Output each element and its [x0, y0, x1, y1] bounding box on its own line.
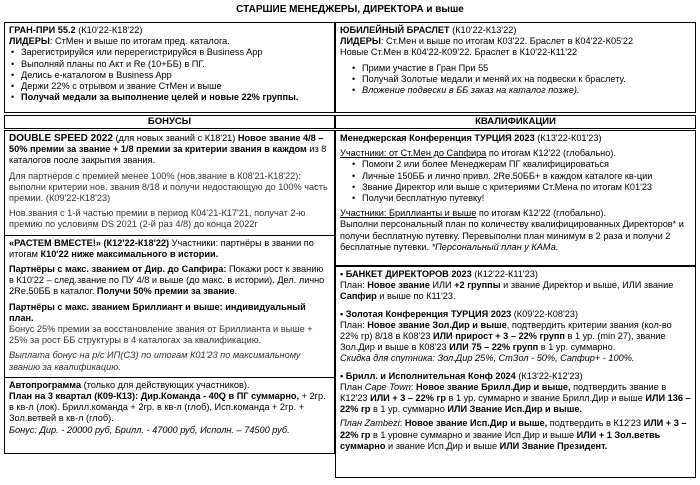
list-item: • Звание Директор или выше с критериями Ст.Мена по итогам К01'23 [340, 182, 691, 193]
leaders-text: : СтМен и выше по итогам пред. каталога. [49, 36, 230, 47]
double-speed-note: (для новых званий с К18'21) [112, 133, 238, 143]
text2-italic: *Персональный план у КАМа. [431, 241, 559, 252]
brill-conf-plan1 [340, 382, 691, 416]
manager-conf-box [335, 130, 696, 266]
autoprogram-heading [9, 380, 330, 391]
banquet-title: БАНКЕТ ДИРЕКТОРОВ 2023 [345, 269, 472, 279]
double-speed-title: DOUBLE SPEED 2022 [9, 133, 113, 144]
grand-prix-heading [9, 25, 330, 36]
brill-bold6: ИЛИ + 3 – 22% гр [340, 418, 687, 440]
grow-together-p3-text: Бонус 25% премии за восстановление звания от Бриллианта и выше + 25% за рост ББ структуры в 4 каталогах за квалификацию. [9, 324, 313, 346]
autoprogram-plan [9, 391, 330, 425]
grow-together-text: Участники: партнёры в звании по итогам [9, 237, 314, 259]
list-item: • Выполняй планы по Акт и Re (10+ББ) в ПГ. [9, 59, 330, 70]
manager-conf-text2 [340, 219, 691, 253]
banquet-bold2: +2 группы [454, 280, 501, 291]
bracelet-list [340, 63, 691, 97]
grand-prix-list [9, 47, 330, 103]
brill-pre2-end: : [399, 418, 405, 429]
double-speed-text: из 8 каталогов после закрытия звания. [9, 144, 327, 166]
bullet-icon: • [340, 370, 346, 381]
gold-conf-title: Золотая Конференция ТУРЦИЯ 2023 [345, 308, 512, 319]
banquet-t2: и звание Директор и выше, ИЛИ звание [500, 280, 674, 291]
autoprogram-bold: План на 3 квартал (К09-К13): Дир.Команда - 40Q в ПГ суммарно, [9, 391, 300, 402]
grow-together-title: «РАСТЕМ ВМЕСТЕ!» [9, 237, 101, 248]
brill-conf-period: (К13'22-К12'23) [515, 370, 583, 381]
grand-prix-title: ГРАН-ПРИ 55.2 [9, 25, 76, 35]
banquet-bold3: Сапфир [340, 291, 377, 302]
bonus-header: БОНУСЫ [4, 115, 335, 129]
gold-pre: План: [340, 319, 368, 330]
brill-conf-plan2 [340, 418, 691, 452]
list-item: • Держи 22% с отрывом и звание СтМен и выше [9, 81, 330, 92]
autoprogram-note: (только для действующих участников). [81, 379, 250, 390]
leaders-label: ЛИДЕРЫ [9, 36, 50, 47]
grow-together-p4 [9, 350, 330, 372]
autoprogram-bonus [9, 425, 330, 436]
brill-t1: подтвердить звание в К12'23 [340, 381, 667, 404]
brill-t7: и звание Исп.Дир и выше [385, 440, 500, 451]
list-item: • Получи бесплатную путевку! [340, 193, 691, 204]
brill-t2: в 1 ур. суммарно и звание Брилл.Дир и выше [445, 393, 646, 404]
brill-pre2-italic: План Zambezi [340, 418, 400, 429]
gold-t2: в 1 ур. (min 27), звание Зол.Дир и выше в К08'23 [340, 331, 666, 353]
double-speed-intro [9, 133, 330, 167]
bracelet-title: ЮБИЛЕЙНЫЙ БРАСЛЕТ [340, 25, 450, 35]
list-item: • Прими участие в Гран При 55 [340, 63, 691, 74]
brill-conf-title: Брилл. и Исполнительная Конф 2024 [345, 370, 516, 381]
grand-prix-leaders [9, 36, 330, 47]
gold-conf-heading [340, 309, 691, 320]
qualifications-header: КВАЛИФИКАЦИИ [335, 115, 696, 129]
gold-conf-discount [340, 353, 691, 364]
banquet-pre: План: [340, 280, 368, 291]
list-item: • Личные 150ББ и лично привл. 2Re.50ББ+ в каждом каталоге кв-ции [340, 171, 691, 182]
bracelet-box [335, 22, 696, 113]
gold-conf-period: (К09'22-К08'23) [511, 308, 579, 319]
list-item: • Получай Золотые медали и меняй их на подвески к браслету. [340, 74, 691, 85]
brill-bold5: Новое звание Исп.Дир и выше, [404, 418, 548, 429]
brill-bold7: ИЛИ + 1 Зол.ветвь суммарно [340, 429, 661, 451]
list-item: • Делись е-каталогом в Business App [9, 70, 330, 81]
grand-prix-period: (К10'22-К18'22) [75, 25, 143, 35]
manager-conf-heading [340, 133, 691, 144]
manager-conf-participants2 [340, 208, 691, 219]
bullet-icon: • [340, 269, 346, 279]
manager-conf-participants1 [340, 148, 691, 159]
gold-bold3: ИЛИ 75 – 22% групп [449, 342, 539, 353]
autoprogram-title: Автопрограмма [9, 379, 82, 390]
bullet-icon: • [340, 308, 346, 319]
double-speed-bold: Новое звание 4/8 – 50% премии за звание + 1/8 премии за критерии звания в каждом [9, 133, 324, 155]
brill-t5: подтвердить в К12'23 [547, 418, 644, 429]
participants1-label: Участники: от Ст.Мен до Сапфира [340, 148, 487, 159]
double-speed-para2: Для партнёров с премией менее 100% (нов.звание в К08'21-К18'22): выполни критерии нов. звания 8/18 и получи недостающую до 100% часть премии. (К09'22-К18'23) [9, 170, 328, 204]
p4-italic: Выплата бонус на р/с ИП(СЗ) по итогам К01'23 по максимальному званию за квалификацию. [9, 350, 301, 372]
brill-bold4: ИЛИ Звание Исп.Дир и выше. [447, 404, 583, 415]
text2: Выполни персональный план по количеству квалифицированных Директоров* и получи бесплатную путевку. Перевыполни план минимум в 2 раза и получи 2 бесплатные путевки. [340, 219, 684, 252]
banquet-heading [340, 269, 691, 280]
brill-t6: в 1 уровне суммарно и звание Исп.Дир и выше [370, 429, 577, 440]
list-item-italic: Вложение подвески в ББ заказ на каталог позже). [362, 85, 580, 96]
autoprogram-text: + 2гр. в кв-л (лок). Брилл.команда + 2гр. в кв-л (глоб), Исп.команда + 2гр. + Зол.ветвей в кв-л (глоб). [9, 391, 326, 424]
participants2-tail: по итогам К12'22 (глобально). [476, 208, 606, 219]
bracelet-heading [340, 25, 691, 36]
list-item [9, 92, 330, 103]
brill-conf-heading [340, 371, 691, 382]
brill-pre1: План [340, 381, 365, 392]
page-title: СТАРШИЕ МЕНЕДЖЕРЫ, ДИРЕКТОРА и выше [236, 4, 464, 15]
gold-t1: , подтвердить критерии звания (кол-во 22% гр) 8/18 в К08'23 [340, 319, 672, 342]
bracelet-period: (К10'22-К13'22) [449, 25, 517, 35]
list-item: • Зарегистрируйся или перерегистрируйся в Business App [9, 47, 330, 58]
manager-conf-list [340, 159, 691, 204]
leaders-label: ЛИДЕРЫ [340, 36, 381, 47]
grand-prix-box [4, 22, 335, 113]
grow-together-period: (К12'22-К18'22) [100, 237, 170, 248]
gold-italic: Скидка для спутника: Зол.Дир 25%, СтЗол - 50%, Сапфир+ - 100%. [340, 353, 635, 364]
list-item [340, 85, 691, 96]
bracelet-line1: : Ст.Мен и выше по итогам К03'22. Браслет в К04'22-К05'22 [380, 36, 634, 47]
brill-t3: в 1 ур. суммарно [370, 404, 448, 415]
autoprogram-italic: Бонус: Дир. - 20000 руб, Брилл. - 47000 руб, Исполн. – 74500 руб. [9, 424, 290, 435]
double-speed-para3: Нов.звания с 1-й частью премии в период К04'21-К17'21, получат 2-ю премию по условиям DS 2021 (2-й раз 4/8) до конца 2022г [9, 208, 306, 230]
grow-together-p2 [9, 264, 330, 298]
brill-bold8: ИЛИ Звание Президент. [499, 440, 608, 451]
gold-t3: в 1 ур. суммарно. [538, 342, 616, 353]
p3-bold: Партнёры с макс. званием Бриллиант и выше: индивидуальный план. [9, 301, 306, 323]
brill-bold1: Новое звание Брилл.Дир и выше, [415, 381, 571, 392]
p2-bold2: Получи 50% премии за звание [96, 286, 235, 297]
participants1-tail: по итогам К12'22 (глобально). [486, 148, 616, 159]
banquet-plan [340, 280, 691, 302]
grow-together-bold: К10'22 ниже максимального в истории. [40, 248, 219, 259]
grow-together-intro [9, 238, 330, 260]
manager-conf-period: (К13'22-К01'23) [534, 133, 602, 143]
manager-conf-title: Менеджерская Конференция ТУРЦИЯ 2023 [340, 133, 535, 143]
bracelet-leaders [340, 36, 691, 47]
list-item-bold: Получай медали за выполнение целей и новые 22% группы. [21, 92, 299, 103]
brill-bold2: ИЛИ + 3 – 22% гр [370, 393, 446, 404]
p2-end: . [234, 286, 238, 297]
banquet-t1: ИЛИ [429, 280, 455, 291]
banquet-bold1: Новое звание [367, 280, 430, 291]
director-conf-box [335, 266, 696, 478]
brill-pre1-end: : [410, 381, 416, 392]
p2-bold: Партнёры с макс. званием от Дир. до Сапфира: [9, 264, 227, 275]
brill-bold3: ИЛИ 136 – 22% гр [340, 393, 691, 415]
participants2-label: Участники: Бриллианты и выше [340, 208, 477, 219]
bracelet-line2: Новые Ст.Мен в К04'22-К09'22. Браслет в К10'22-К11'22 [340, 47, 578, 58]
gold-bold1: Новое звание Зол.Дир и выше [367, 319, 507, 330]
banquet-t3: и выше по К11'23. [376, 291, 456, 302]
brill-pre1-italic: Cape Town [364, 381, 411, 392]
double-speed-box [4, 130, 335, 454]
list-item: • Помоги 2 или более Менеджерам ПГ квалифицироваться [340, 159, 691, 170]
gold-conf-plan [340, 320, 691, 354]
p2-text: Покажи рост к званию в К10'22 – след.звание по ПУ 4/8 и выше (до макс. в истории). Дел. лично 2Re.50ББ в каталог. [9, 264, 325, 297]
gold-bold2: ИЛИ прирост + 3 – 22% групп [432, 331, 565, 342]
banquet-period: (К12'22-К11'23) [471, 269, 538, 279]
grow-together-p3 [9, 302, 330, 324]
